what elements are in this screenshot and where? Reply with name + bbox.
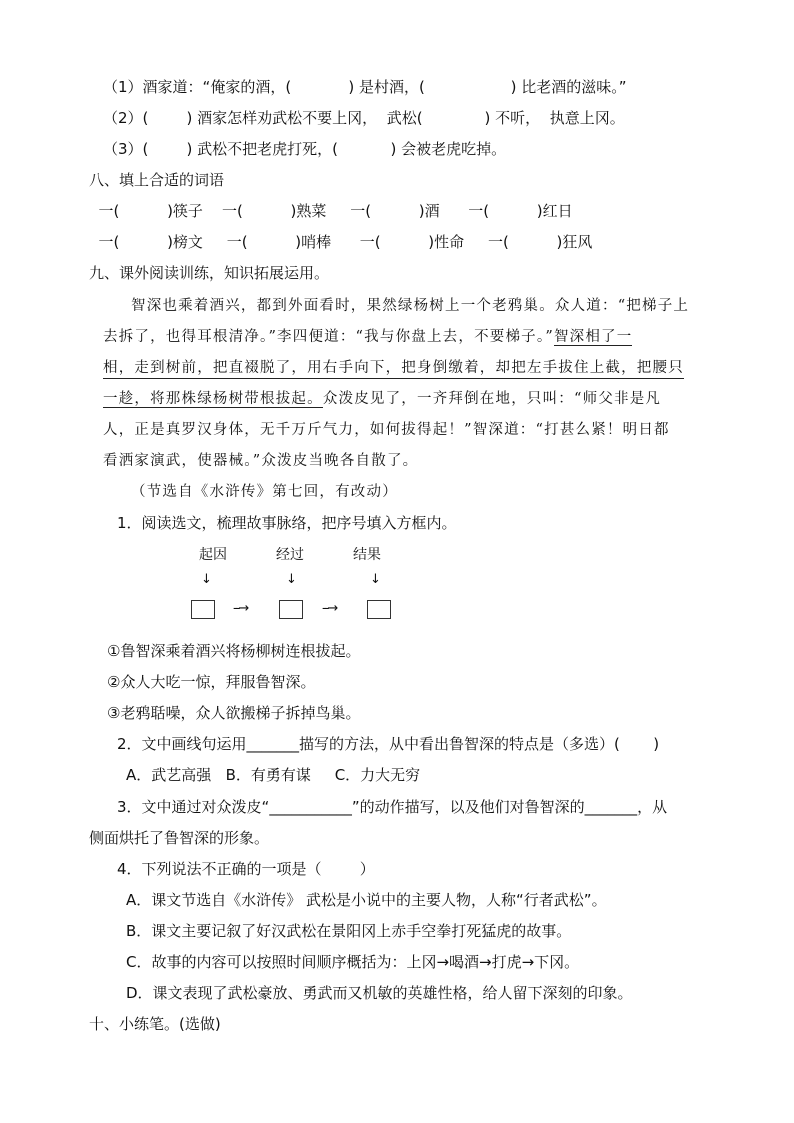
section-9-title: 九、课外阅读训练，知识拓展运用。 bbox=[89, 264, 330, 282]
question-1: 1．阅读选文，梳理故事脉络，把序号填入方框内。 bbox=[117, 514, 457, 532]
question-2-options: A．武艺高强 B．有勇有谋 C．力大无穷 bbox=[126, 766, 421, 784]
question-3-line-1: 3．文中通过对众泼皮“___________”的动作描写，以及他们对鲁智深的_______，从 bbox=[117, 798, 668, 816]
flow-label-process: 经过 bbox=[276, 547, 304, 563]
q7-line-1: （1）酒家道：“俺家的酒，( ) 是村酒，( ) 比老酒的滋味。” bbox=[103, 78, 627, 96]
option-1: ①鲁智深乘着酒兴将杨柳树连根拔起。 bbox=[107, 642, 361, 660]
passage-line-1: 智深也乘着酒兴，都到外面看时，果然绿杨树上一个老鸦巢。众人道：“把梯子上 bbox=[131, 298, 690, 314]
section-8-row-2: 一( )榜文 一( )哨棒 一( )性命 一( )狂风 bbox=[89, 233, 593, 251]
passage-line-6: 看洒家演武，使器械。”众泼皮当晚各自散了。 bbox=[103, 453, 419, 469]
q7-line-3: （3）( ) 武松不把老虎打死，( ) 会被老虎吃掉。 bbox=[103, 140, 507, 158]
answer-box-process[interactable] bbox=[279, 600, 303, 619]
underlined-sentence: 智深相了一 bbox=[553, 329, 633, 345]
right-arrow-icon: --→ bbox=[233, 601, 248, 616]
section-8-title: 八、填上合适的词语 bbox=[89, 171, 225, 189]
question-4-option-c: C．故事的内容可以按照时间顺序概括为：上冈→喝酒→打虎→下冈。 bbox=[126, 953, 580, 971]
passage-line-3: 相，走到树前，把直裰脱了，用右手向下，把身倒缴着，却把左手拔住上截，把腰只 bbox=[103, 358, 684, 379]
flow-label-result: 结果 bbox=[353, 547, 381, 563]
passage-text: 去拆了，也得耳根清净。”李四便道：“我与你盘上去，不要梯子。” bbox=[103, 329, 554, 345]
answer-box-cause[interactable] bbox=[191, 600, 215, 619]
passage-source: （节选自《水浒传》第七回，有改动） bbox=[131, 484, 398, 500]
question-4-option-a: A．课文节选自《水浒传》 武松是小说中的主要人物，人称“行者武松”。 bbox=[126, 891, 607, 909]
down-arrow-icon: ↓ bbox=[370, 572, 381, 587]
underlined-sentence-end: 一趁，将那株绿杨树带根拔起。 bbox=[103, 391, 323, 407]
passage-line-5: 人，正是真罗汉身体，无千万斤气力，如何拔得起！”智深道：“打甚么紧！明日都 bbox=[103, 422, 670, 438]
question-3-line-2: 侧面烘托了鲁智深的形象。 bbox=[89, 829, 270, 847]
question-4-option-b: B．课文主要记叙了好汉武松在景阳冈上赤手空拳打死猛虎的故事。 bbox=[126, 922, 572, 940]
option-3: ③老鸦聒噪，众人欲搬梯子拆掉鸟巢。 bbox=[107, 704, 361, 722]
passage-line-2 bbox=[103, 327, 632, 347]
section-10-title: 十、小练笔。(选做) bbox=[89, 1015, 221, 1033]
question-2: 2．文中画线句运用_______描写的方法，从中看出鲁智深的特点是（多选）( ) bbox=[117, 735, 660, 753]
down-arrow-icon: ↓ bbox=[286, 572, 297, 587]
down-arrow-icon: ↓ bbox=[201, 572, 212, 587]
q7-line-2: （2）( ) 酒家怎样劝武松不要上冈， 武松( ) 不听， 执意上冈。 bbox=[103, 109, 625, 127]
option-2: ②众人大吃一惊，拜服鲁智深。 bbox=[107, 673, 316, 691]
question-4: 4．下列说法不正确的一项是（ ） bbox=[117, 860, 375, 878]
passage-line-4 bbox=[103, 389, 661, 409]
answer-box-result[interactable] bbox=[367, 600, 391, 619]
right-arrow-icon: --→ bbox=[322, 601, 337, 616]
passage-text: 众泼皮见了，一齐拜倒在地，只叫：“师父非是凡 bbox=[322, 391, 662, 407]
flow-label-cause: 起因 bbox=[199, 547, 227, 563]
question-4-option-d: D．课文表现了武松豪放、勇武而又机敏的英雄性格，给人留下深刻的印象。 bbox=[126, 984, 633, 1002]
section-8-row-1: 一( )筷子 一( )熟菜 一( )酒 一( )红日 bbox=[89, 202, 573, 220]
